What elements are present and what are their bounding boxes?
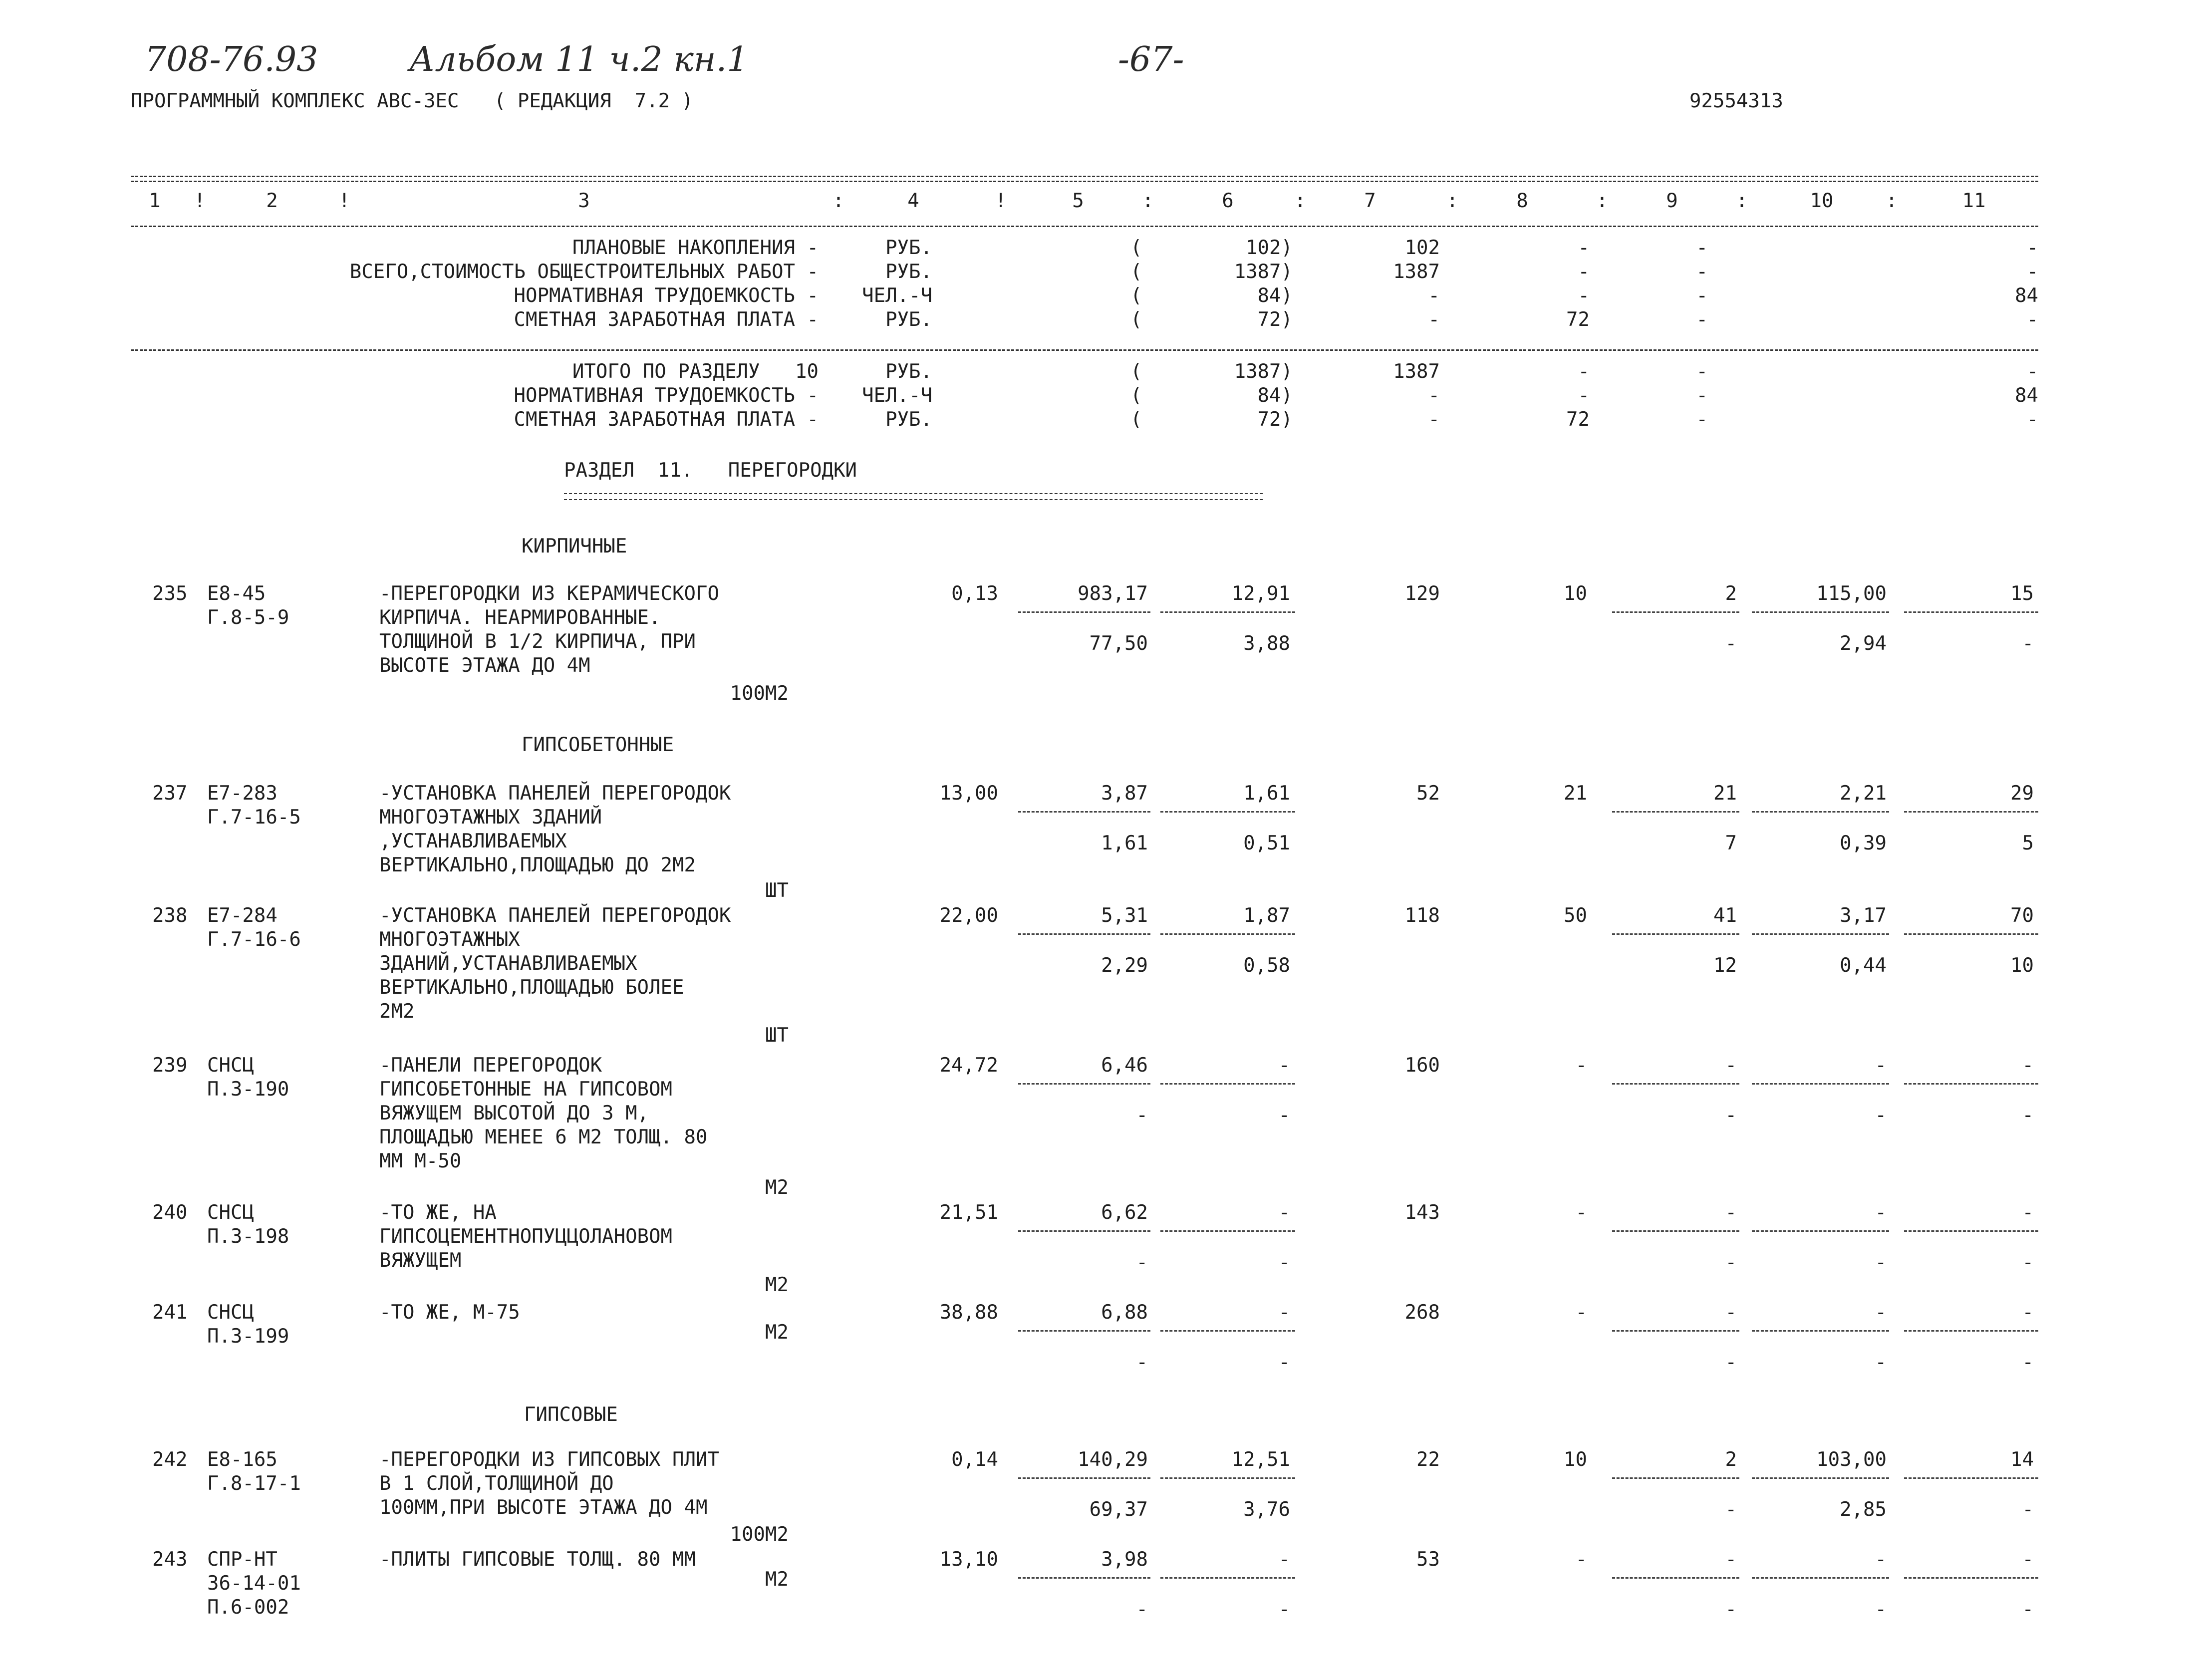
item-c11-second: -: [2022, 1598, 2034, 1621]
item-c5-second: 69,37: [1089, 1498, 1148, 1521]
item-divider-c10: [1752, 811, 1889, 813]
item-c10-second: 2,85: [1840, 1498, 1887, 1521]
item-divider-c11: [1904, 1477, 2038, 1479]
item-c11-second: -: [2022, 1498, 2034, 1521]
item-description: МНОГОЭТАЖНЫХ: [379, 928, 520, 951]
summary-paren: (: [1130, 408, 1142, 431]
item-c8: -: [1575, 1201, 1587, 1224]
item-unit: 100М2: [730, 1523, 789, 1546]
item-c7: 118: [1404, 904, 1440, 927]
item-c7: 53: [1416, 1548, 1440, 1571]
item-c9-second: -: [1725, 1498, 1737, 1521]
item-c10: 103,00: [1816, 1448, 1887, 1471]
column-header-cell: 6: [1222, 190, 1234, 212]
item-c5: 983,17: [1078, 582, 1148, 605]
summary-col7: -: [1428, 408, 1440, 431]
item-c5: 140,29: [1078, 1448, 1148, 1471]
item-c6-second: -: [1278, 1104, 1290, 1126]
item-number: 235: [152, 582, 188, 605]
item-c10: 2,21: [1840, 782, 1887, 805]
summary-col11: -: [2026, 408, 2038, 431]
column-header-cell: 2: [266, 190, 278, 212]
item-c8: -: [1575, 1548, 1587, 1571]
item-code: Е8-165: [207, 1448, 277, 1471]
item-c11-second: 5: [2022, 832, 2034, 854]
item-c11: -: [2022, 1201, 2034, 1224]
subhead-gypsum: ГИПСОВЫЕ: [524, 1403, 618, 1426]
item-c5-second: 1,61: [1101, 832, 1148, 854]
item-c4: 38,88: [939, 1301, 998, 1324]
subhead-brick: КИРПИЧНЫЕ: [522, 535, 627, 558]
item-divider-c6: [1160, 811, 1295, 813]
item-code: Г.8-17-1: [207, 1472, 301, 1495]
item-divider-c5: [1018, 1477, 1150, 1479]
summary-col7: -: [1428, 308, 1440, 331]
item-divider-c6: [1160, 1477, 1295, 1479]
item-c9: 21: [1713, 782, 1737, 805]
program-line: ПРОГРАММНЫЙ КОМПЛЕКС АВС-3ЕС ( РЕДАКЦИЯ 7.2 ): [131, 90, 694, 112]
item-c5: 6,46: [1101, 1054, 1148, 1077]
item-code: Г.7-16-5: [207, 806, 301, 829]
item-c4: 0,14: [951, 1448, 998, 1471]
table-top-rule: [131, 176, 2038, 177]
item-c6-second: 0,58: [1243, 954, 1290, 977]
item-c10: -: [1875, 1301, 1887, 1324]
section-title: РАЗДЕЛ 11. ПЕРЕГОРОДКИ: [564, 459, 857, 482]
item-c6: -: [1278, 1054, 1290, 1077]
item-divider-c10: [1752, 1083, 1889, 1085]
item-unit: М2: [765, 1321, 789, 1344]
item-c7: 129: [1404, 582, 1440, 605]
item-c10-second: -: [1875, 1351, 1887, 1374]
summary-label: ВСЕГО,СТОИМОСТЬ ОБЩЕСТРОИТЕЛЬНЫХ РАБОТ -: [349, 261, 819, 283]
summary-paren: (: [1130, 360, 1142, 383]
item-unit: ШТ: [765, 1024, 789, 1047]
item-c9-second: -: [1725, 632, 1737, 655]
item-divider-c5: [1018, 611, 1150, 613]
item-c6-second: 3,88: [1243, 632, 1290, 655]
column-header-cell: 8: [1516, 190, 1528, 212]
item-c11: -: [2022, 1054, 2034, 1077]
column-header-cell: :: [832, 190, 844, 212]
item-divider-c9: [1612, 1577, 1739, 1579]
item-number: 243: [152, 1548, 188, 1571]
summary-label: ИТОГО ПО РАЗДЕЛУ 10: [572, 360, 819, 383]
item-c10: 115,00: [1816, 582, 1887, 605]
item-c7: 160: [1404, 1054, 1440, 1077]
summary-col11: -: [2026, 360, 2038, 383]
item-divider-c5: [1018, 933, 1150, 935]
item-c5-second: -: [1136, 1251, 1148, 1274]
item-code: Е7-283: [207, 782, 277, 805]
item-c9-second: 12: [1713, 954, 1737, 977]
item-c11: -: [2022, 1301, 2034, 1324]
summary-label: ПЛАНОВЫЕ НАКОПЛЕНИЯ -: [572, 237, 819, 259]
item-description: ЗДАНИЙ,УСТАНАВЛИВАЕМЫХ: [379, 952, 637, 975]
item-description: ТОЛЩИНОЙ В 1/2 КИРПИЧА, ПРИ: [379, 630, 696, 653]
summary-col9: -: [1696, 360, 1708, 383]
item-divider-c9: [1612, 1477, 1739, 1479]
item-c11-second: -: [2022, 1251, 2034, 1274]
document-number: 92554313: [1689, 90, 1783, 112]
item-description: ,УСТАНАВЛИВАЕМЫХ: [379, 830, 567, 852]
item-c11: 15: [2010, 582, 2034, 605]
item-description: -ПЕРЕГОРОДКИ ИЗ ГИПСОВЫХ ПЛИТ: [379, 1448, 719, 1471]
item-description: 2М2: [379, 1000, 415, 1023]
handwritten-album: Альбом 11 ч.2 кн.1: [409, 40, 749, 79]
item-divider-c9: [1612, 611, 1739, 613]
item-divider-c9: [1612, 1230, 1739, 1232]
item-description: -ТО ЖЕ, М-75: [379, 1301, 520, 1324]
item-divider-c10: [1752, 1577, 1889, 1579]
item-divider-c10: [1752, 933, 1889, 935]
summary-col8: 72: [1566, 308, 1590, 331]
item-code: Г.8-5-9: [207, 606, 289, 629]
summary-paren: (: [1130, 384, 1142, 407]
item-c5-second: 2,29: [1101, 954, 1148, 977]
item-c5: 5,31: [1101, 904, 1148, 927]
item-description: -ПЛИТЫ ГИПСОВЫЕ ТОЛЩ. 80 ММ: [379, 1548, 696, 1571]
column-header-cell: !: [194, 190, 206, 212]
item-c6-second: -: [1278, 1251, 1290, 1274]
item-divider-c5: [1018, 1083, 1150, 1085]
item-number: 238: [152, 904, 188, 927]
item-code: П.3-198: [207, 1225, 289, 1248]
item-c10-second: -: [1875, 1251, 1887, 1274]
item-c5-second: 77,50: [1089, 632, 1148, 655]
item-code: СПР-НТ: [207, 1548, 277, 1571]
item-divider-c10: [1752, 1230, 1889, 1232]
item-c8: 10: [1564, 582, 1587, 605]
item-c10: -: [1875, 1054, 1887, 1077]
item-c7: 268: [1404, 1301, 1440, 1324]
summary-col6: 84): [1257, 284, 1293, 307]
summary-unit: РУБ.: [885, 261, 932, 283]
item-code: П.3-199: [207, 1325, 289, 1348]
item-c10: 3,17: [1840, 904, 1887, 927]
item-c9: -: [1725, 1054, 1737, 1077]
summary-paren: (: [1130, 284, 1142, 307]
column-header-cell: 10: [1810, 190, 1834, 212]
item-description: КИРПИЧА. НЕАРМИРОВАННЫЕ.: [379, 606, 661, 629]
item-divider-c9: [1612, 933, 1739, 935]
item-description: ВЕРТИКАЛЬНО,ПЛОЩАДЬЮ БОЛЕЕ: [379, 976, 684, 999]
column-header-cell: 4: [907, 190, 919, 212]
item-divider-c6: [1160, 933, 1295, 935]
summary-col11: -: [2026, 261, 2038, 283]
item-c6: -: [1278, 1548, 1290, 1571]
item-description: ВЫСОТЕ ЭТАЖА ДО 4М: [379, 654, 590, 677]
summary-unit: ЧЕЛ.-Ч: [862, 284, 932, 307]
item-c6-second: 0,51: [1243, 832, 1290, 854]
column-header-cell: :: [1142, 190, 1154, 212]
item-c6: -: [1278, 1301, 1290, 1324]
item-unit: 100М2: [730, 682, 789, 705]
item-divider-c11: [1904, 811, 2038, 813]
summary-label: СМЕТНАЯ ЗАРАБОТНАЯ ПЛАТА -: [514, 408, 819, 431]
item-divider-c5: [1018, 1577, 1150, 1579]
column-header-cell: :: [1736, 190, 1748, 212]
item-c8: -: [1575, 1301, 1587, 1324]
item-c11: 29: [2010, 782, 2034, 805]
item-c10-second: -: [1875, 1598, 1887, 1621]
item-number: 240: [152, 1201, 188, 1224]
column-header-cell: 7: [1364, 190, 1376, 212]
item-c9: -: [1725, 1548, 1737, 1571]
summary-divider: [131, 349, 2038, 351]
item-divider-c9: [1612, 811, 1739, 813]
item-code: 36-14-01: [207, 1572, 301, 1595]
summary-unit: РУБ.: [885, 237, 932, 259]
item-divider-c6: [1160, 1230, 1295, 1232]
item-c5-second: -: [1136, 1104, 1148, 1126]
item-c6: 12,51: [1231, 1448, 1290, 1471]
subhead-gypsum-concrete: ГИПСОБЕТОННЫЕ: [522, 734, 674, 756]
summary-col6: 84): [1257, 384, 1293, 407]
item-c9: -: [1725, 1301, 1737, 1324]
item-c10: -: [1875, 1548, 1887, 1571]
item-c9-second: -: [1725, 1104, 1737, 1126]
summary-paren: (: [1130, 261, 1142, 283]
column-header-cell: 5: [1072, 190, 1084, 212]
item-c7: 22: [1416, 1448, 1440, 1471]
item-unit: М2: [765, 1274, 789, 1296]
item-number: 242: [152, 1448, 188, 1471]
item-c10-second: 2,94: [1840, 632, 1887, 655]
item-description: ВЕРТИКАЛЬНО,ПЛОЩАДЬЮ ДО 2М2: [379, 854, 696, 876]
summary-col7: 102: [1404, 237, 1440, 259]
table-top-rule-2: [131, 181, 2038, 182]
summary-col9: -: [1696, 261, 1708, 283]
summary-unit: РУБ.: [885, 408, 932, 431]
column-header-cell: :: [1596, 190, 1608, 212]
summary-col7: 1387: [1393, 261, 1440, 283]
item-divider-c11: [1904, 611, 2038, 613]
item-description: 100ММ,ПРИ ВЫСОТЕ ЭТАЖА ДО 4М: [379, 1496, 708, 1519]
item-c9-second: -: [1725, 1351, 1737, 1374]
item-c6: 1,61: [1243, 782, 1290, 805]
item-c6: -: [1278, 1201, 1290, 1224]
summary-col8: 72: [1566, 408, 1590, 431]
item-c9: -: [1725, 1201, 1737, 1224]
item-c8: 21: [1564, 782, 1587, 805]
item-c11-second: 10: [2010, 954, 2034, 977]
column-header-cell: !: [338, 190, 350, 212]
item-description: -ПАНЕЛИ ПЕРЕГОРОДОК: [379, 1054, 602, 1077]
item-c8: 50: [1564, 904, 1587, 927]
item-c9: 2: [1725, 1448, 1737, 1471]
item-divider-c6: [1160, 1577, 1295, 1579]
item-divider-c11: [1904, 1083, 2038, 1085]
item-code: СНСЦ: [207, 1054, 254, 1077]
item-divider-c11: [1904, 1577, 2038, 1579]
item-description: -ТО ЖЕ, НА: [379, 1201, 497, 1224]
summary-col6: 1387): [1234, 261, 1293, 283]
column-header-cell: 11: [1962, 190, 1986, 212]
summary-col11: 84: [2015, 284, 2038, 307]
item-code: П.6-002: [207, 1596, 289, 1619]
item-divider-c11: [1904, 933, 2038, 935]
summary-unit: ЧЕЛ.-Ч: [862, 384, 932, 407]
summary-col7: 1387: [1393, 360, 1440, 383]
column-header-cell: 1: [149, 190, 161, 212]
summary-col9: -: [1696, 237, 1708, 259]
item-c5: 6,88: [1101, 1301, 1148, 1324]
column-header-cell: !: [995, 190, 1007, 212]
item-divider-c10: [1752, 1330, 1889, 1332]
summary-label: НОРМАТИВНАЯ ТРУДОЕМКОСТЬ -: [514, 384, 819, 407]
item-unit: М2: [765, 1176, 789, 1199]
item-c9-second: 7: [1725, 832, 1737, 854]
item-description: ММ М-50: [379, 1150, 462, 1172]
item-c5: 3,98: [1101, 1548, 1148, 1571]
item-divider-c10: [1752, 1477, 1889, 1479]
item-c4: 13,10: [939, 1548, 998, 1571]
item-c11: -: [2022, 1548, 2034, 1571]
item-divider-c9: [1612, 1083, 1739, 1085]
summary-col9: -: [1696, 384, 1708, 407]
item-description: ГИПСОЦЕМЕНТНОПУЦЦОЛАНОВОМ: [379, 1225, 672, 1248]
handwritten-page-number: -67-: [1118, 40, 1184, 79]
item-c4: 13,00: [939, 782, 998, 805]
column-header-cell: :: [1886, 190, 1898, 212]
item-divider-c9: [1612, 1330, 1739, 1332]
item-c6: 1,87: [1243, 904, 1290, 927]
summary-paren: (: [1130, 237, 1142, 259]
summary-col9: -: [1696, 408, 1708, 431]
item-description: ГИПСОБЕТОННЫЕ НА ГИПСОВОМ: [379, 1078, 672, 1101]
item-code: Е8-45: [207, 582, 266, 605]
item-c8: -: [1575, 1054, 1587, 1077]
section-title-underline: [564, 493, 1263, 500]
item-c10-second: 0,39: [1840, 832, 1887, 854]
item-c7: 52: [1416, 782, 1440, 805]
item-description: -УСТАНОВКА ПАНЕЛЕЙ ПЕРЕГОРОДОК: [379, 904, 731, 927]
summary-label: НОРМАТИВНАЯ ТРУДОЕМКОСТЬ -: [514, 284, 819, 307]
summary-col7: -: [1428, 284, 1440, 307]
summary-col11: 84: [2015, 384, 2038, 407]
item-c6-second: 3,76: [1243, 1498, 1290, 1521]
item-divider-c5: [1018, 811, 1150, 813]
item-divider-c5: [1018, 1330, 1150, 1332]
item-c9-second: -: [1725, 1251, 1737, 1274]
summary-col8: -: [1578, 284, 1590, 307]
item-c4: 21,51: [939, 1201, 998, 1224]
item-c9: 41: [1713, 904, 1737, 927]
item-unit: М2: [765, 1568, 789, 1591]
item-code: П.3-190: [207, 1078, 289, 1101]
item-c8: 10: [1564, 1448, 1587, 1471]
summary-col8: -: [1578, 261, 1590, 283]
item-c4: 0,13: [951, 582, 998, 605]
item-number: 239: [152, 1054, 188, 1077]
item-description: -УСТАНОВКА ПАНЕЛЕЙ ПЕРЕГОРОДОК: [379, 782, 731, 805]
item-code: СНСЦ: [207, 1201, 254, 1224]
summary-unit: РУБ.: [885, 360, 932, 383]
summary-col11: -: [2026, 308, 2038, 331]
item-c6: 12,91: [1231, 582, 1290, 605]
item-c5: 3,87: [1101, 782, 1148, 805]
item-description: -ПЕРЕГОРОДКИ ИЗ КЕРАМИЧЕСКОГО: [379, 582, 719, 605]
item-c9: 2: [1725, 582, 1737, 605]
summary-col11: -: [2026, 237, 2038, 259]
item-c11-second: -: [2022, 1351, 2034, 1374]
column-header-rule: [131, 226, 2038, 227]
item-description: ПЛОЩАДЬЮ МЕНЕЕ 6 М2 ТОЛЩ. 80: [379, 1126, 708, 1148]
item-description: ВЯЖУЩЕМ ВЫСОТОЙ ДО 3 М,: [379, 1102, 649, 1124]
item-c9-second: -: [1725, 1598, 1737, 1621]
column-header-cell: :: [1446, 190, 1458, 212]
summary-col6: 102): [1246, 237, 1293, 259]
item-c5: 6,62: [1101, 1201, 1148, 1224]
item-c4: 24,72: [939, 1054, 998, 1077]
item-code: Г.7-16-6: [207, 928, 301, 951]
summary-col8: -: [1578, 360, 1590, 383]
item-divider-c11: [1904, 1330, 2038, 1332]
column-header-cell: 3: [578, 190, 590, 212]
item-c7: 143: [1404, 1201, 1440, 1224]
column-header-cell: 9: [1666, 190, 1678, 212]
item-number: 237: [152, 782, 188, 805]
item-c10-second: -: [1875, 1104, 1887, 1126]
item-c11-second: -: [2022, 632, 2034, 655]
item-c4: 22,00: [939, 904, 998, 927]
item-c5-second: -: [1136, 1351, 1148, 1374]
summary-paren: (: [1130, 308, 1142, 331]
item-c10-second: 0,44: [1840, 954, 1887, 977]
item-c6-second: -: [1278, 1598, 1290, 1621]
item-divider-c5: [1018, 1230, 1150, 1232]
item-c11: 14: [2010, 1448, 2034, 1471]
summary-col6: 1387): [1234, 360, 1293, 383]
item-number: 241: [152, 1301, 188, 1324]
item-divider-c11: [1904, 1230, 2038, 1232]
summary-unit: РУБ.: [885, 308, 932, 331]
item-c6-second: -: [1278, 1351, 1290, 1374]
item-unit: ШТ: [765, 879, 789, 902]
item-c5-second: -: [1136, 1598, 1148, 1621]
item-description: МНОГОЭТАЖНЫХ ЗДАНИЙ: [379, 806, 602, 829]
summary-col8: -: [1578, 237, 1590, 259]
item-divider-c6: [1160, 1330, 1295, 1332]
item-code: Е7-284: [207, 904, 277, 927]
item-c11: 70: [2010, 904, 2034, 927]
summary-col9: -: [1696, 308, 1708, 331]
item-description: В 1 СЛОЙ,ТОЛЩИНОЙ ДО: [379, 1472, 614, 1495]
column-header-cell: :: [1294, 190, 1306, 212]
handwritten-code: 708-76.93: [145, 40, 318, 79]
summary-col9: -: [1696, 284, 1708, 307]
summary-col8: -: [1578, 384, 1590, 407]
summary-col7: -: [1428, 384, 1440, 407]
item-code: СНСЦ: [207, 1301, 254, 1324]
item-c10: -: [1875, 1201, 1887, 1224]
item-description: ВЯЖУЩЕМ: [379, 1249, 462, 1272]
summary-col6: 72): [1257, 308, 1293, 331]
item-divider-c6: [1160, 1083, 1295, 1085]
item-c11-second: -: [2022, 1104, 2034, 1126]
item-divider-c10: [1752, 611, 1889, 613]
summary-label: СМЕТНАЯ ЗАРАБОТНАЯ ПЛАТА -: [514, 308, 819, 331]
summary-col6: 72): [1257, 408, 1293, 431]
item-divider-c6: [1160, 611, 1295, 613]
